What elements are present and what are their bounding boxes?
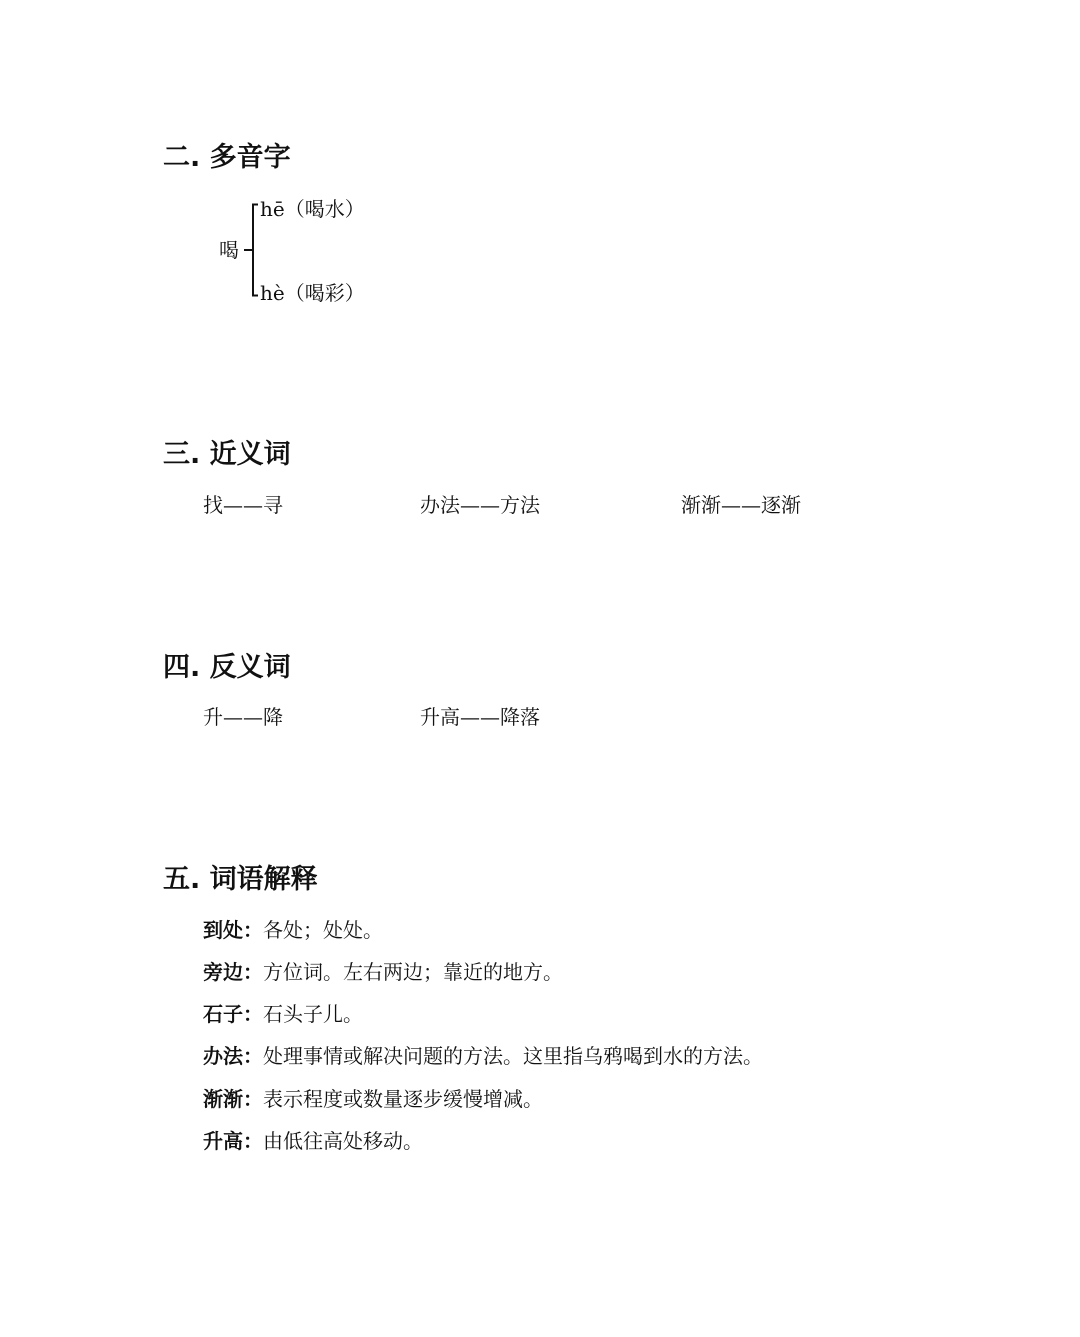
definition-item <box>203 1086 543 1112</box>
synonym-pair: 找——寻 <box>203 493 283 517</box>
definition-term: 渐渐： <box>203 1087 263 1111</box>
definition-meaning: 由低往高处移动。 <box>263 1129 423 1153</box>
pinyin-label: hē <box>260 197 285 221</box>
definition-item <box>203 1001 363 1027</box>
definition-term: 到处： <box>203 918 263 942</box>
definition-item <box>203 959 563 985</box>
antonym-pair: 升高——降落 <box>420 705 540 729</box>
definition-term: 石子： <box>203 1002 263 1026</box>
section-heading-polyphone: 二. 多音字 <box>163 142 291 173</box>
section-heading-definitions: 五. 词语解释 <box>163 864 318 895</box>
polyphone-character: 喝 <box>219 238 239 262</box>
polyphone-reading-1 <box>260 196 365 222</box>
polyphone-bracket <box>244 203 258 297</box>
antonym-pair: 升——降 <box>203 705 283 729</box>
definition-term: 办法： <box>203 1044 263 1068</box>
definition-meaning: 石头子儿。 <box>263 1002 363 1026</box>
pinyin-label: hè <box>260 281 285 305</box>
definition-term: 旁边： <box>203 960 263 984</box>
definition-term: 升高： <box>203 1129 263 1153</box>
definition-meaning: 方位词。左右两边；靠近的地方。 <box>263 960 563 984</box>
polyphone-reading-2 <box>260 280 365 306</box>
definition-item <box>203 917 383 943</box>
definition-meaning: 各处；处处。 <box>263 918 383 942</box>
definition-meaning: 处理事情或解决问题的方法。这里指乌鸦喝到水的方法。 <box>263 1044 763 1068</box>
synonym-pair: 渐渐——逐渐 <box>681 493 801 517</box>
synonym-pair: 办法——方法 <box>420 493 540 517</box>
section-heading-antonyms: 四. 反义词 <box>163 652 291 683</box>
example-word: （喝水） <box>284 197 365 221</box>
example-word: （喝彩） <box>284 281 365 305</box>
section-heading-synonyms: 三. 近义词 <box>163 439 291 470</box>
definition-item <box>203 1043 763 1069</box>
definition-meaning: 表示程度或数量逐步缓慢增减。 <box>263 1087 543 1111</box>
definition-item <box>203 1128 423 1154</box>
